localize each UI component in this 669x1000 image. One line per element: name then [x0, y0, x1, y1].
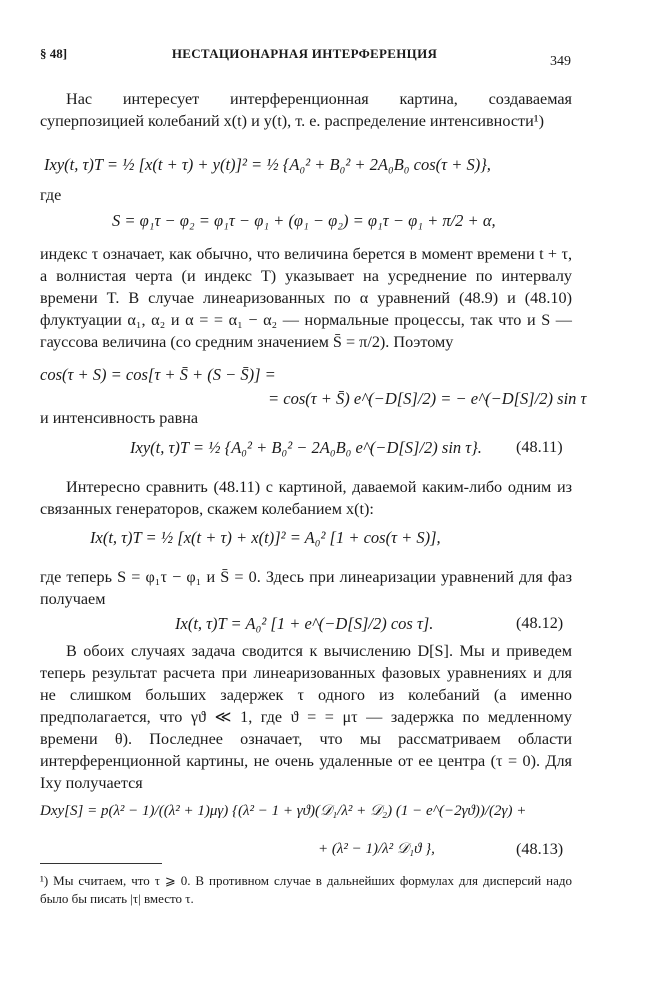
footnote-rule — [40, 863, 162, 864]
paragraph-both-cases: В обоих случаях задача сводится к вычислению D[S]. Мы и приведем теперь результат расчета при линеаризованных фазовых уравнениях и для не слишком больших задержек τ одного из колебаний (а именно предполагается, что γϑ ≪ 1, где ϑ = = μτ — задержка по медленному времени θ). Последнее означает, что мы рассматриваем области интерференционной картины, не очень удаленные от ее центра (τ = 0). Для Ixy получается — [40, 642, 572, 792]
page-number: 349 — [550, 54, 571, 69]
footnote: ¹) Мы считаем, что τ ⩾ 0. В противном случае в дальнейших формулах для дисперсий надо было бы писать |τ| вместо τ. — [40, 873, 572, 906]
equation-intensity-x: Ix(t, τ)T = ½ [x(t + τ) + x(t)]² = A₀² [1 + cos(τ + S)], — [90, 528, 441, 547]
equation-number-48-11: (48.11) — [516, 438, 563, 456]
equation-cos-average-line2: = cos(τ + S̄) e^(−D[S]/2) = − e^(−D[S]/2) sin τ — [268, 389, 587, 408]
equation-48-11: Ixy(t, τ)T = ½ {A₀² + B₀² − 2A₀B₀ e^(−D[S]/2) sin τ}. — [130, 438, 482, 457]
equation-48-13-line1: Dxy[S] = p(λ² − 1)/((λ² + 1)μγ) {(λ² − 1 + γϑ)(𝒟₁/λ² + 𝒟₂) (1 − e^(−2γϑ))/(2γ) + — [40, 803, 527, 819]
paragraph-now-s: где теперь S = φ₁τ − φ₁ и S̄ = 0. Здесь при линеаризации уравнений для фаз получаем — [40, 568, 572, 608]
section-label: § 48] — [40, 46, 68, 61]
equation-phase-s: S = φ₁τ − φ₂ = φ₁τ − φ₁ + (φ₁ − φ₂) = φ₁τ − φ₁ + π/2 + α, — [112, 211, 496, 230]
equation-number-48-12: (48.12) — [516, 614, 564, 632]
equation-cos-average-line1: cos(τ + S) = cos[τ + S̄ + (S − S̄)] = — [40, 365, 276, 384]
chapter-title: НЕСТАЦИОНАРНАЯ ИНТЕРФЕРЕНЦИЯ — [171, 46, 438, 61]
equation-intensity-xy: Ixy(t, τ)T = ½ [x(t + τ) + y(t)]² = ½ {A₀² + B₀² + 2A₀B₀ cos(τ + S)}, — [44, 155, 491, 174]
equation-48-13-line2: + (λ² − 1)/λ² 𝒟₁ϑ }, — [318, 841, 435, 857]
paragraph-intro: Нас интересует интерференционная картина, создаваемая суперпозицией колебаний x(t) и y(t), т. е. распределение интенсивности¹) — [40, 90, 572, 130]
paragraph-intensity-equals: и интенсивность равна — [40, 409, 199, 427]
equation-48-12: Ix(t, τ)T = A₀² [1 + e^(−D[S]/2) cos τ]. — [175, 614, 434, 633]
paragraph-index-explanation: индекс τ означает, как обычно, что величина берется в момент времени t + τ, а волнистая черта (и индекс T) указывает на усреднение по интервалу времени T. В случае линеаризованных по α уравнений (48.9) и (48.10) флуктуации α₁, α₂ и α = = α₁ − α₂ — нормальные процессы, так что и S — гауссова величина (со средним значением S̄ = π/2). Поэтому — [40, 245, 572, 351]
equation-number-48-13: (48.13) — [516, 840, 564, 858]
running-header — [40, 46, 569, 66]
paragraph-compare: Интересно сравнить (48.11) с картиной, даваемой каким-либо одним из связанных генераторов, скажем колебанием x(t): — [40, 478, 572, 518]
where-label: где — [40, 186, 62, 204]
